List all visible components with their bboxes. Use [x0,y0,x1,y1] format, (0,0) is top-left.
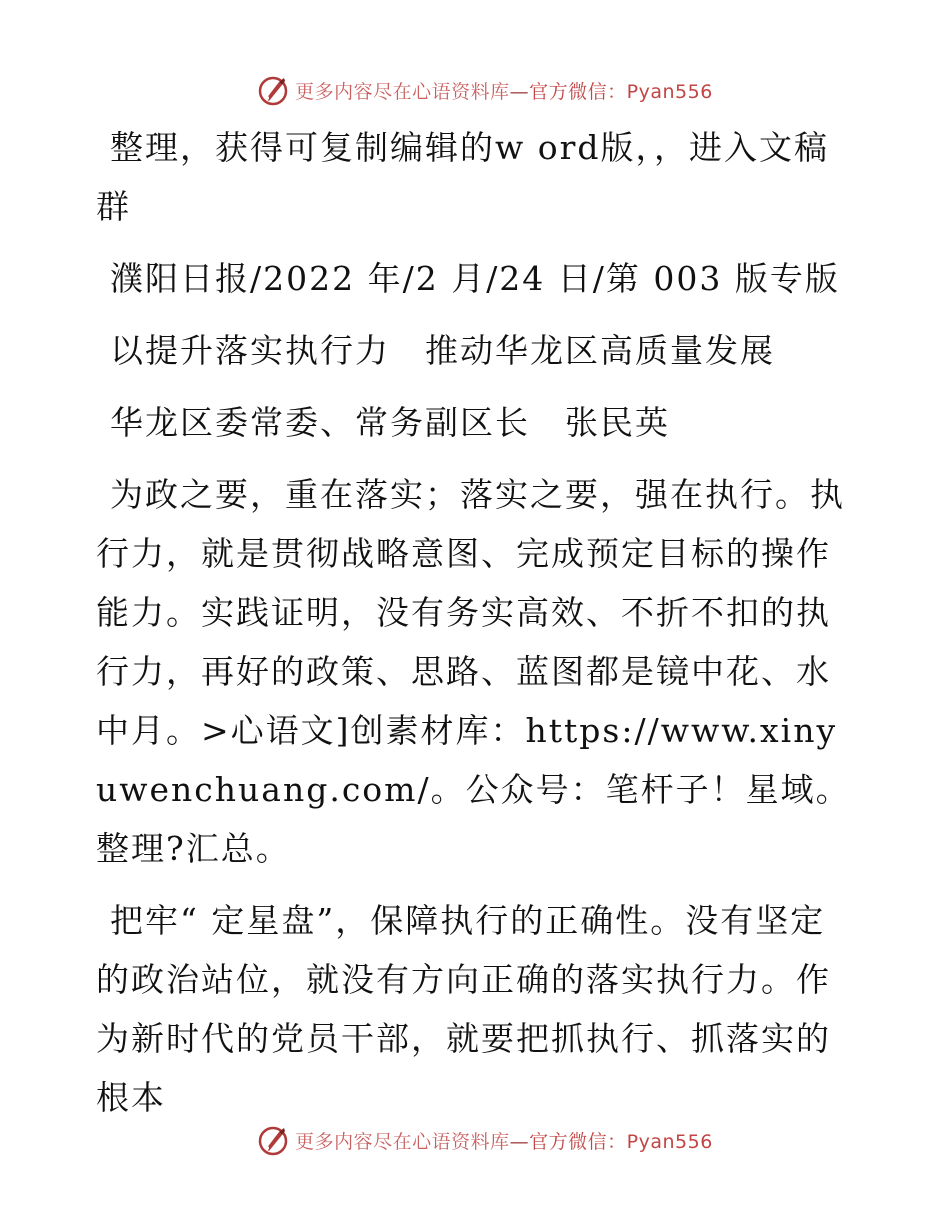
footer-watermark-banner [0,1120,950,1160]
header-watermark-text [295,77,713,104]
header-watermark-content [257,74,713,106]
intro-line: 整理，获得可复制编辑的w ord版，，进入文稿群 [96,128,830,226]
body-paragraph-1: 为政之要，重在落实；落实之要，强在执行。执行力，就是贯彻战略意图、完成预定目标的操作能力。实践证明，没有务实高效、不折不扣的执行力，再好的政策、思路、蓝图都是镜中花、水中月。>心语文]创素材库：https://www.xinyuwenchuang.com/。公众号：笔杆子！星域。整理?汇总。 [96,475,851,868]
article-title: 以提升落实执行力 推动华龙区高质量发展 [110,331,775,370]
header-banner-main: 更多内容尽在心语资料库 [295,80,510,103]
header-banner-separator: — [509,80,530,103]
footer-banner-wechat: 官方微信：Pyan556 [529,1130,713,1153]
quill-pen-logo-icon [257,1124,289,1156]
body-paragraph-2: 把牢“ 定星盘”，保障执行的正确性。没有坚定的政治站位，就没有方向正确的落实执行力。作为新时代的党员干部，就要把抓执行、抓落实的根本 [96,901,831,1117]
source-line: 濮阳日报/2022 年/2 月/24 日/第 003 版专版 [110,259,840,298]
article-author: 华龙区委常委、常务副区长 张民英 [110,403,670,442]
footer-banner-separator: — [509,1130,530,1153]
header-banner-wechat: 官方微信：Pyan556 [529,80,713,103]
footer-watermark-text [295,1127,713,1154]
header-watermark-banner [0,70,950,110]
document-body [96,118,856,1127]
footer-watermark-content [257,1124,713,1156]
footer-banner-main: 更多内容尽在心语资料库 [295,1130,510,1153]
quill-pen-logo-icon [257,74,289,106]
